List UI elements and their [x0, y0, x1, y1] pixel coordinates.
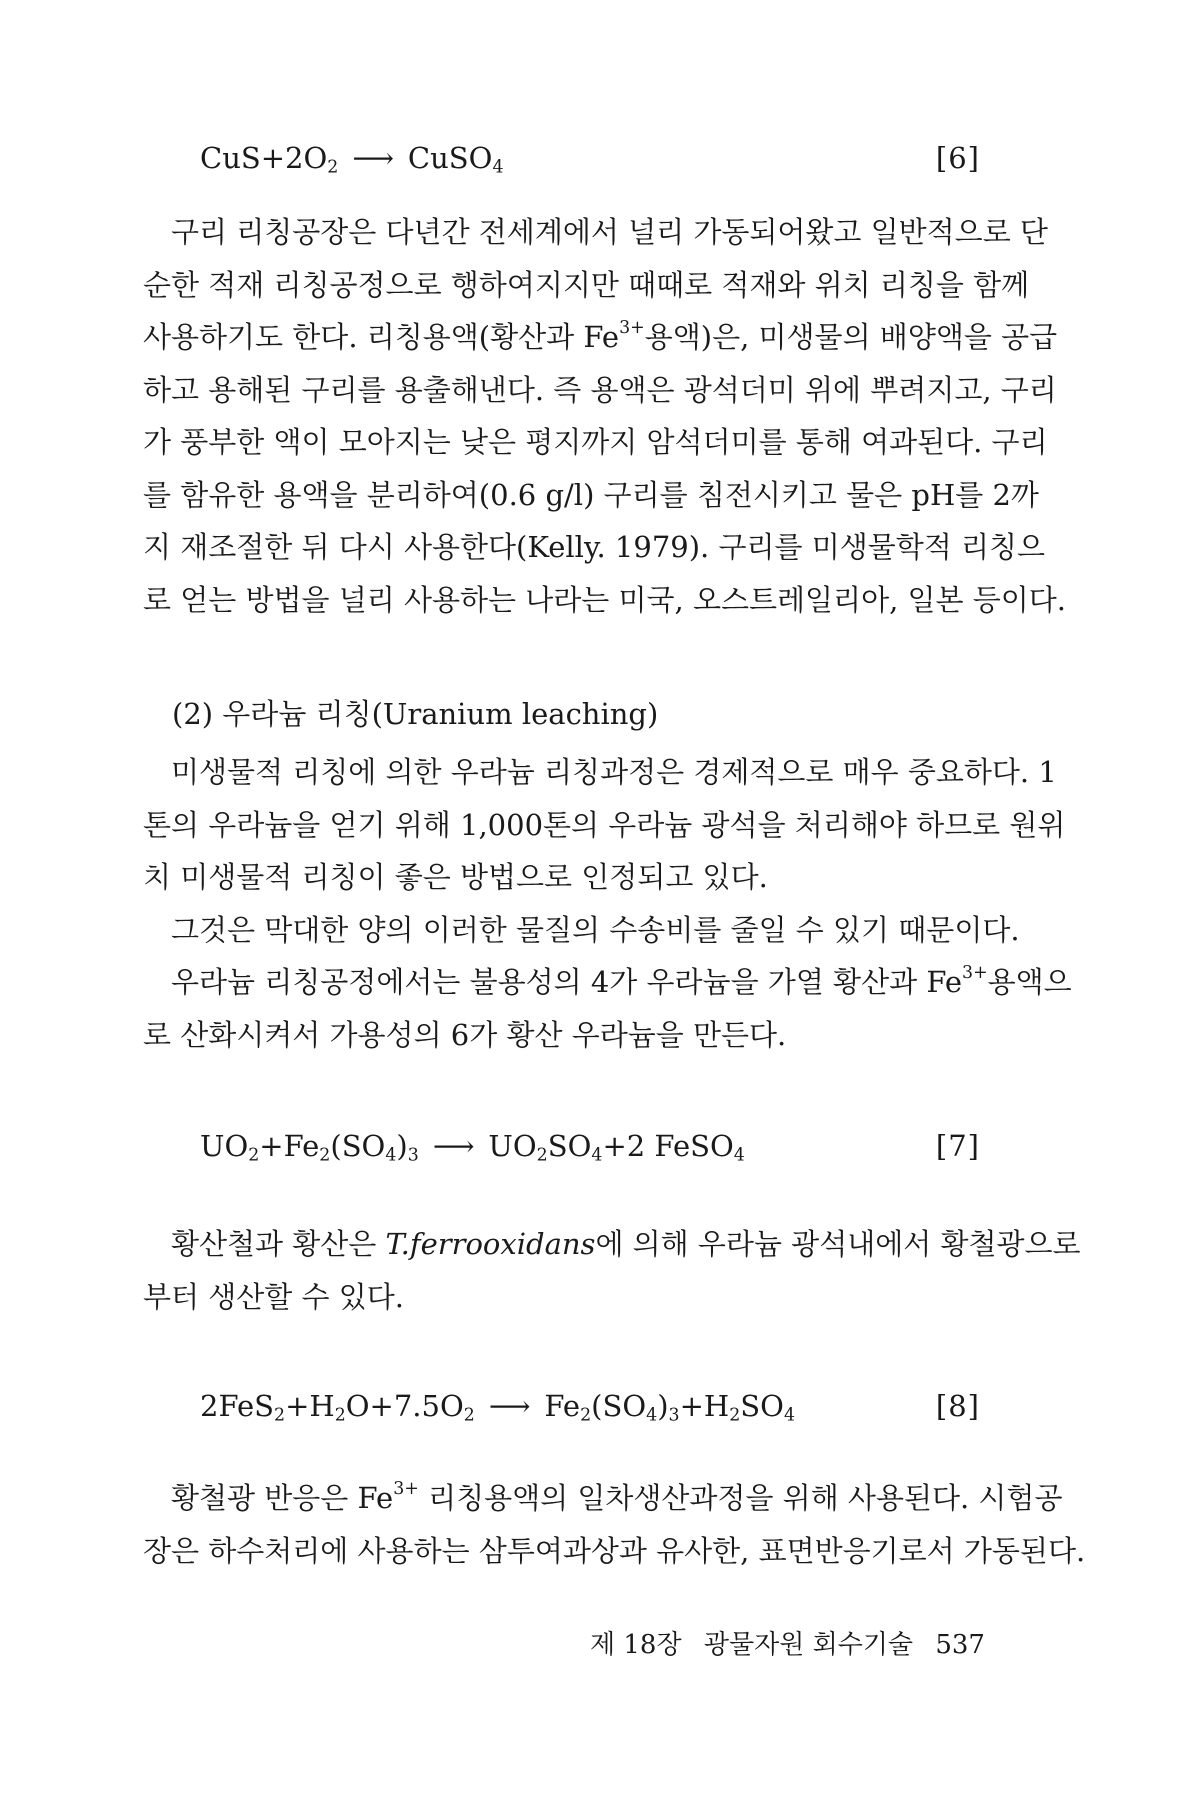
text-line: 미생물적 리칭에 의한 우라늄 리칭과정은 경제적으로 매우 중요하다. 1: [171, 755, 1057, 789]
chapter-title: 광물자원 회수기술: [703, 1630, 914, 1660]
text-line: 를 함유한 용액을 분리하여(0.6 g/l) 구리를 침전시키고 물은 pH를 2까: [143, 477, 1039, 512]
paragraph-uranium-leaching: [143, 746, 1072, 1061]
text-line: 구리 리칭공장은 다년간 전세계에서 널리 가동되어왔고 일반적으로 단: [171, 215, 1048, 249]
equation-8-body: $2FeS_2+H_2O+7.5O_2$ ⟶ $Fe_2(SO_4)_3+H_2SO_4$: [200, 1389, 795, 1423]
text-line: 치 미생물적 리칭이 좋은 방법으로 인정되고 있다.: [143, 860, 768, 894]
text-line: 부터 생산할 수 있다.: [143, 1279, 404, 1314]
species-name: T.ferrooxidans: [385, 1227, 596, 1261]
text-line: 황철광 반응은 $Fe^{3+}$ 리칭용액의 일차생산과정을 위해 사용된다. 시험공: [171, 1479, 1063, 1515]
page-number: 537: [935, 1630, 985, 1660]
text-line: 그것은 막대한 양의 이러한 물질의 수송비를 줄일 수 있기 때문이다.: [171, 912, 1020, 947]
reaction-arrow: ⟶: [488, 1389, 531, 1423]
equation-6-rhs: CuSO$_4$: [407, 141, 504, 178]
reaction-arrow: ⟶: [432, 1129, 475, 1163]
text-line: 사용하기도 한다. 리칭용액(황산과 $Fe^{3+}$용액)은, 미생물의 배양액을 공급: [143, 318, 1058, 354]
equation-6-lhs: $CuS+2O_2$: [200, 141, 339, 178]
text-line: 우라늄 리칭공정에서는 불용성의 4가 우라늄을 가열 황산과 $Fe^{3+}$용액으: [171, 963, 1072, 999]
text-line: 로 얻는 방법을 널리 사용하는 나라는 미국, 오스트레일리아, 일본 등이다.: [143, 582, 1067, 617]
equation-number: [6]: [935, 141, 980, 175]
chapter-label: 제 18장: [590, 1630, 682, 1660]
page-footer: [590, 1625, 999, 1665]
text-line: 순한 적재 리칭공정으로 행하여지지만 때때로 적재와 위치 리칭을 함께: [143, 267, 1030, 302]
paragraph-copper-leaching: [143, 206, 1067, 626]
paragraph-ferric-sulfate: [143, 1218, 1081, 1323]
equation-number: [7]: [935, 1129, 980, 1163]
equation-number: [8]: [935, 1389, 980, 1423]
text-line: 로 산화시켜서 가용성의 6가 황산 우라늄을 만든다.: [143, 1017, 787, 1052]
equation-7-body: $UO_2+Fe_2(SO_4)_3$ ⟶ $UO_2SO_4+2$ FeSO$_4$: [200, 1129, 745, 1163]
reaction-arrow: ⟶: [352, 141, 394, 175]
text-line: 장은 하수처리에 사용하는 삼투여과상과 유사한, 표면반응기로서 가동된다.: [143, 1533, 1086, 1568]
paragraph-pyrite-reaction: [143, 1472, 1086, 1577]
equation-7: [200, 1126, 980, 1175]
text-line: 하고 용해된 구리를 용출해낸다. 즉 용액은 광석더미 위에 뿌려지고, 구리: [143, 372, 1057, 407]
equation-8: [200, 1386, 980, 1435]
text-line: 지 재조절한 뒤 다시 사용한다(Kelly. 1979). 구리를 미생물학적 리칭으: [143, 530, 1046, 564]
text-line: 가 풍부한 액이 모아지는 낮은 평지까지 암석더미를 통해 여과된다. 구리: [143, 425, 1048, 459]
equation-6: [200, 138, 980, 187]
text-line: 톤의 우라늄을 얻기 위해 1,000톤의 우라늄 광석을 처리해야 하므로 원위: [143, 807, 1066, 842]
text-line: 황산철과 황산은 T.ferrooxidans에 의해 우라늄 광석내에서 황철광으로: [171, 1227, 1081, 1261]
section-heading: (2) 우라늄 리칭(Uranium leaching): [172, 697, 659, 731]
